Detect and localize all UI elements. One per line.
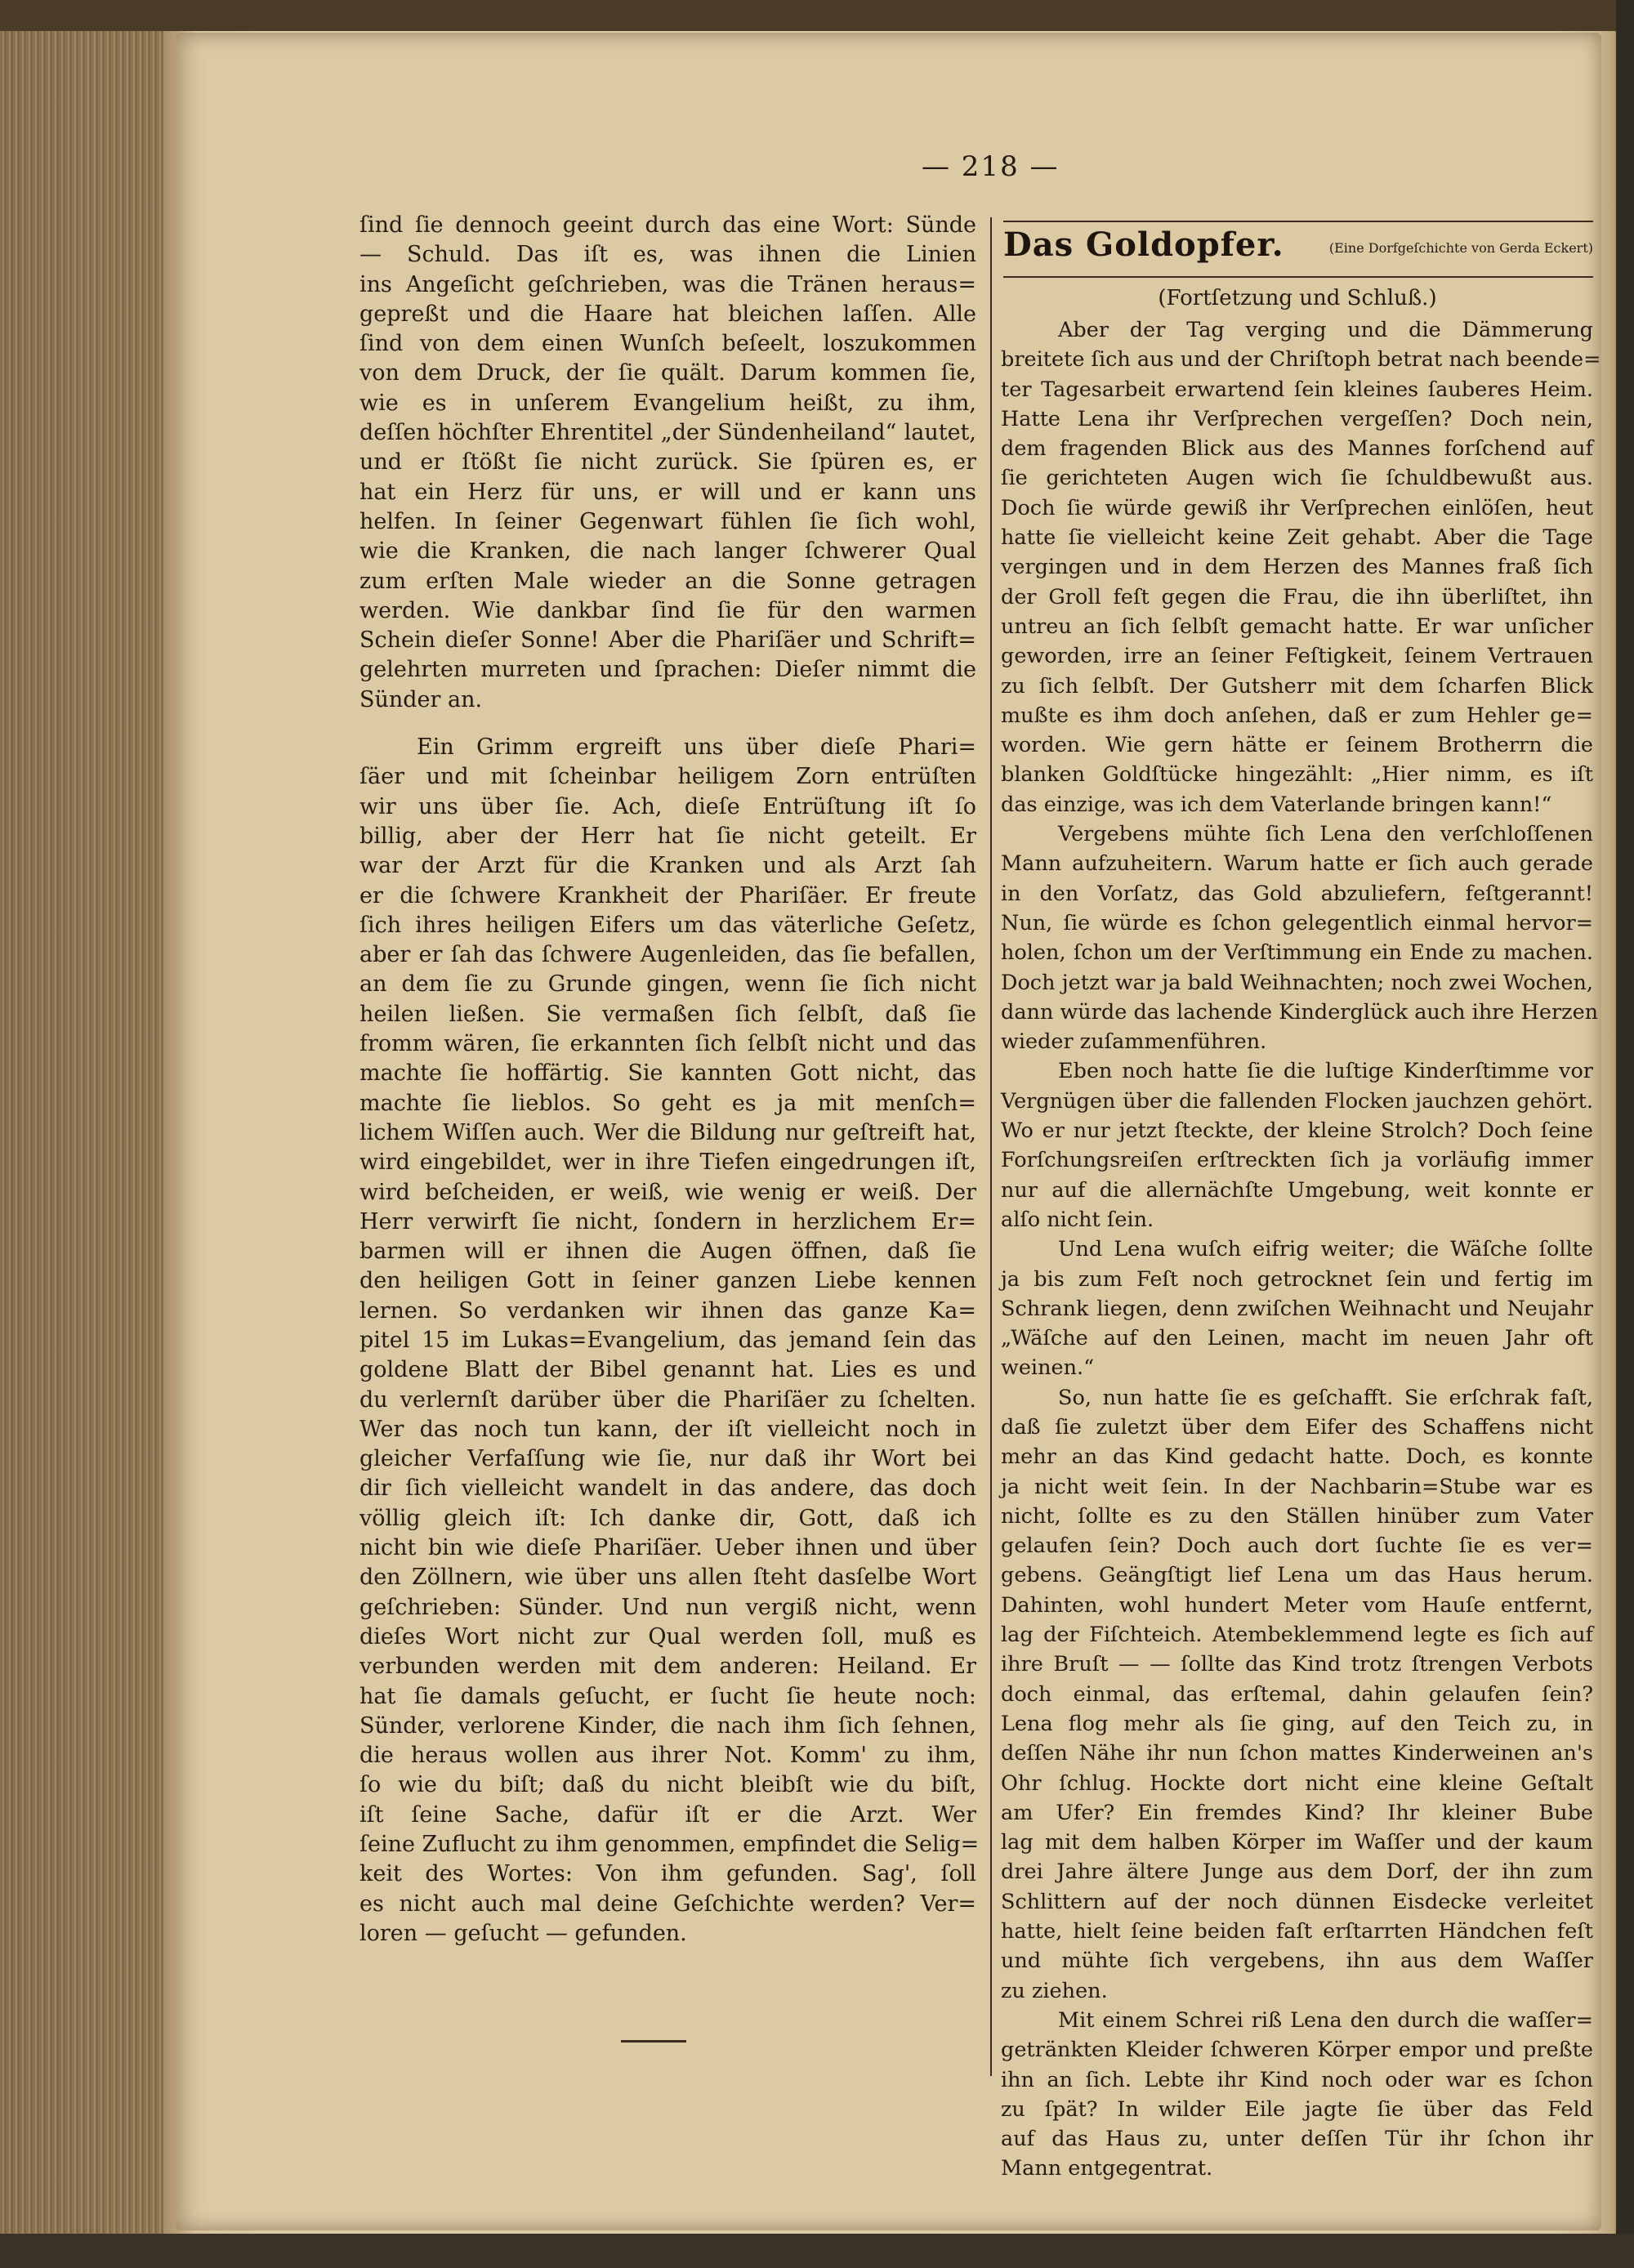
text-line: vergingen und in dem Herzen des Mannes fraß ſich	[1001, 555, 1593, 580]
left-paragraph	[359, 211, 976, 715]
text-line: ihn an ſich. Lebte ihr Kind noch oder war es ſchon	[1001, 2067, 1593, 2092]
text-line: aber er ſah das ſchwere Augenleiden, das ſie befallen,	[359, 942, 976, 968]
text-line: geſchrieben: Sünder. Und nun vergiß nicht, wenn	[359, 1594, 976, 1620]
text-line: Ohr ſchlug. Hockte dort nicht eine kleine Geſtalt	[1001, 1770, 1593, 1796]
text-line: Aber der Tag verging und die Dämmerung	[1058, 318, 1593, 342]
text-line: billig, aber der Herr hat ſie nicht geteilt. Er	[359, 823, 976, 849]
text-line: werden. Wie dankbar ſind ſie für den warmen	[359, 597, 976, 623]
story-paragraph	[1001, 1056, 1593, 1234]
text-line: verbunden werden mit dem anderen: Heiland. Er	[359, 1654, 976, 1680]
text-line: hat ein Herz für uns, er will und er kann uns	[359, 479, 976, 505]
page-edges-left	[0, 16, 163, 2252]
text-line: weinen.“	[1001, 1355, 1095, 1381]
text-line: nur auf die allernächſte Umgebung, weit konnte er	[1001, 1177, 1593, 1203]
text-line: iſt ſeine Sache, dafür iſt er die Arzt. Wer	[359, 1801, 976, 1828]
text-line: Forſchungsreiſen erſtreckten ſich ja vorläufig immer	[1001, 1148, 1593, 1173]
text-line: Ein Grimm ergreift uns über dieſe Phari=	[417, 734, 976, 761]
text-line: er die ſchwere Krankheit der Phariſäer. Er freute	[359, 882, 976, 909]
text-line: am Ufer? Ein fremdes Kind? Ihr kleiner Bube	[1001, 1800, 1593, 1825]
text-line: der Groll feſt gegen die Frau, die ihn überliſtet, ihn	[1001, 584, 1593, 609]
text-line: Sünder an.	[359, 686, 483, 712]
text-line: Lena flog mehr als ſie ging, auf den Teich zu, in	[1001, 1711, 1593, 1736]
scan-border-right	[1616, 0, 1634, 2268]
title-rule-top	[1003, 221, 1593, 222]
scan-border-bottom	[0, 2234, 1634, 2268]
text-line: dem fragenden Blick aus des Mannes forſchend auf	[1001, 436, 1593, 462]
text-line: das einzige, was ich dem Vaterlande bringen kann!“	[1001, 792, 1552, 817]
text-line: den heiligen Gott in ſeiner ganzen Liebe kennen	[359, 1268, 976, 1294]
text-line: Mann aufzuheitern. Warum hatte er ſich auch gerade	[1001, 851, 1593, 877]
scan-border-top	[0, 0, 1634, 31]
text-line: wie die Kranken, die nach langer ſchwerer Qual	[359, 538, 976, 565]
text-line: an dem ſie zu Grunde gingen, wenn ſie ſich nicht	[359, 971, 976, 998]
text-line: die heraus wollen aus ihrer Not. Komm' zu ihm,	[359, 1743, 976, 1769]
text-line: wieder zuſammenführen.	[1001, 1029, 1267, 1055]
text-line: ins Angeſicht geſchrieben, was die Tränen heraus=	[359, 271, 976, 297]
text-line: dir ſich vielleicht wandelt in das andere, das doch	[359, 1476, 976, 1502]
title-rule-bottom	[1003, 276, 1593, 278]
text-line: hatte, hielt ſeine beiden faſt erſtarrten Händchen feſt	[1001, 1919, 1593, 1944]
text-line: völlig gleich iſt: Ich danke dir, Gott, daß ich	[359, 1505, 976, 1531]
column-divider	[990, 217, 992, 2076]
text-line: gelaufen ſein? Doch auch dort ſuchte ſie es ver=	[1001, 1534, 1593, 1559]
text-line: Wo er nur jetzt ſteckte, der kleine Strolch? Doch ſeine	[1001, 1118, 1593, 1144]
text-line: lichem Wiſſen auch. Wer die Bildung nur geſtreift hat,	[359, 1119, 976, 1145]
text-line: Mit einem Schrei riß Lena den durch die waſſer=	[1058, 2007, 1593, 2033]
text-line: Vergnügen über die fallenden Flocken jauchzen gehört.	[1001, 1088, 1593, 1114]
page-number: — 218 —	[922, 150, 1060, 183]
text-line: daß ſie zuletzt über dem Eifer des Schaffens nicht	[1001, 1414, 1593, 1440]
text-line: dieſes Wort nicht zur Qual werden ſoll, muß es	[359, 1623, 976, 1650]
story-byline: (Eine Dorfgeſchichte von Gerda Eckert)	[1328, 240, 1593, 256]
text-line: machte ſie lieblos. So geht es ja mit menſch=	[359, 1090, 976, 1116]
story-subtitle: (Fortſetzung und Schluß.)	[1158, 286, 1437, 310]
left-text-column	[359, 211, 980, 1949]
story-paragraph	[1001, 1383, 1593, 2006]
text-line: doch einmal, das erſtemal, dahin gelaufen ſein?	[1001, 1681, 1593, 1707]
text-line: ſie gerichteten Augen wich ſie ſchuldbewußt aus.	[1001, 466, 1593, 491]
text-line: in den Vorſatz, das Gold abzuliefern, feſtgerannt!	[1001, 881, 1593, 906]
text-line: — Schuld. Das iſt es, was ihnen die Linien	[359, 242, 976, 268]
text-line: Schlittern auf der noch dünnen Eisdecke verleitet	[1001, 1889, 1593, 1914]
text-line: auf das Haus zu, unter deſſen Tür ihr ſchon ihr	[1001, 2127, 1593, 2152]
text-line: den Zöllnern, wie über uns allen ſteht dasſelbe Wort	[359, 1565, 976, 1591]
text-line: Schein dieſer Sonne! Aber die Phariſäer und Schrift=	[359, 627, 976, 654]
text-line: Wer das noch tun kann, der iſt vielleicht noch in	[359, 1416, 976, 1442]
text-line: drei Jahre ältere Junge aus dem Dorf, der ihn zum	[1001, 1859, 1593, 1885]
text-line: ſind von dem einen Wunſch beſeelt, loszukommen	[359, 331, 976, 357]
text-line: getränkten Kleider ſchweren Körper empor und preßte	[1001, 2038, 1593, 2063]
text-line: ſäer und mit ſcheinbar heiligem Zorn entrüſten	[359, 764, 976, 790]
text-line: breitete ſich aus und der Chriſtoph betrat nach beende=	[1001, 347, 1601, 373]
text-line: keit des Wortes: Von ihm gefunden. Sag', ſoll	[359, 1861, 976, 1887]
text-line: Dahinten, wohl hundert Meter vom Hauſe entfernt,	[1001, 1592, 1593, 1618]
text-line: fromm wären, ſie erkannten ſich ſelbſt nicht und das	[359, 1031, 976, 1057]
text-line: Vergebens mühte ſich Lena den verſchloſſenen	[1058, 822, 1593, 847]
text-line: loren — geſucht — gefunden.	[359, 1920, 687, 1946]
text-line: alſo nicht ſein.	[1001, 1207, 1154, 1232]
text-line: gebens. Geängſtigt lief Lena um das Haus herum.	[1001, 1563, 1593, 1588]
text-line: dann würde das lachende Kinderglück auch ihre Herzen	[1001, 999, 1599, 1025]
story-paragraph	[1001, 819, 1599, 1056]
text-line: du verlernſt darüber über die Phariſäer zu ſchelten.	[359, 1386, 976, 1413]
closing-rule	[621, 2040, 686, 2043]
text-line: zu ſich ſelbſt. Der Gutsherr mit dem ſcharfen Blick	[1001, 673, 1593, 699]
left-paragraph	[359, 733, 980, 1949]
text-line: mehr an das Kind gedacht hatte. Doch, es konnte	[1001, 1444, 1593, 1470]
text-line: es nicht auch mal deine Geſchichte werden? Ver=	[359, 1891, 976, 1917]
text-line: zu ziehen.	[1001, 1978, 1108, 2003]
text-line: deſſen höchſter Ehrentitel „der Sündenheiland“ lautet,	[359, 420, 976, 446]
text-line: gelehrten murreten und ſprachen: Dieſer nimmt die	[359, 657, 976, 683]
text-line: goldene Blatt der Bibel genannt hat. Lies es und	[359, 1357, 976, 1383]
text-line: hatte ſie vielleicht keine Zeit gehabt. Aber die Tage	[1001, 525, 1593, 551]
text-line: deſſen Nähe ihr nun ſchon mattes Kinderweinen an's	[1001, 1741, 1593, 1766]
text-line: und mühte ſich vergebens, ihn aus dem Waſſer	[1001, 1949, 1593, 1974]
text-line: untreu an ſich ſelbſt gemacht hatte. Er war unſicher	[1001, 614, 1593, 639]
text-line: Herr verwirft ſie nicht, ſondern in herzlichem Er=	[359, 1208, 976, 1234]
text-line: So, nun hatte ſie es geſchafft. Sie erſchrak faſt,	[1058, 1385, 1593, 1410]
story-paragraph	[1001, 1234, 1593, 1382]
text-line: gepreßt und die Haare hat bleichen laſſen. Alle	[359, 301, 976, 327]
text-line: blanken Goldſtücke hingezählt: „Hier nimm, es iſt	[1001, 762, 1593, 788]
text-line: helfen. In ſeiner Gegenwart fühlen ſie ſich wohl,	[359, 508, 976, 534]
text-line: Eben noch hatte ſie die luſtige Kinderſtimme vor	[1058, 1059, 1593, 1084]
text-line: nicht, ſollte es zu den Ställen hinüber zum Vater	[1001, 1503, 1593, 1529]
text-line: wir uns über ſie. Ach, dieſe Entrüſtung iſt ſo	[359, 793, 976, 819]
text-line: ter Tagesarbeit erwartend ſein kleines ſauberes Heim.	[1001, 377, 1593, 402]
text-line: holen, ſchon um der Verſtimmung ein Ende zu machen.	[1001, 940, 1593, 966]
text-line: und er ſtößt ſie nicht zurück. Sie ſpüren es, er	[359, 449, 976, 475]
text-line: Sünder, verlorene Kinder, die nach ihm ſich ſehnen,	[359, 1712, 976, 1739]
text-line: von dem Druck, der ſie quält. Darum kommen ſie,	[359, 360, 976, 386]
text-line: wie es in unſerem Evangelium heißt, zu ihm,	[359, 390, 976, 416]
text-line: heilen ließen. Sie vermaßen ſich ſelbſt, daß ſie	[359, 1001, 976, 1027]
text-line: Doch jetzt war ja bald Weihnachten; noch zwei Wochen,	[1001, 970, 1593, 995]
text-line: hat ſie damals geſucht, er ſucht ſie heute noch:	[359, 1683, 976, 1709]
text-line: zum erſten Male wieder an die Sonne getragen	[359, 568, 976, 594]
story-paragraph	[1001, 2006, 1593, 2184]
text-line: ja bis zum Feſt noch getrocknet ſein und fertig im	[1001, 1266, 1593, 1292]
text-line: lag mit dem halben Körper im Waſſer und der kaum	[1001, 1830, 1593, 1855]
text-line: ſeine Zuflucht zu ihm genommen, empfindet die Selig=	[359, 1832, 980, 1858]
text-line: Und Lena wuſch eifrig weiter; die Wäſche ſollte	[1058, 1237, 1593, 1262]
text-line: zu ſpät? In wilder Eile jagte ſie über das Feld	[1001, 2096, 1593, 2122]
text-line: ſich ihres heiligen Eifers um das väterliche Geſetz,	[359, 912, 976, 938]
text-line: Doch ſie würde gewiß ihr Verſprechen einlöſen, heut	[1001, 495, 1593, 520]
text-line: geworden, irre an ſeiner Feſtigkeit, ſeinem Vertrauen	[1001, 644, 1593, 669]
text-line: lernen. So verdanken wir ihnen das ganze Ka=	[359, 1297, 976, 1324]
text-line: machte ſie hoffärtig. Sie kannten Gott nicht, das	[359, 1060, 976, 1087]
text-line: Hatte Lena ihr Verſprechen vergeſſen? Doch nein,	[1001, 406, 1593, 431]
text-line: Nun, ſie würde es ſchon gelegentlich einmal hervor=	[1001, 910, 1593, 935]
story-paragraph	[1001, 315, 1601, 819]
text-line: ja nicht weit ſein. In der Nachbarin=Stube war es	[1001, 1474, 1593, 1499]
story-title: Das Goldopfer.	[1003, 225, 1284, 264]
text-line: war der Arzt für die Kranken und als Arzt ſah	[359, 853, 976, 879]
text-line: pitel 15 im Lukas=Evangelium, das jemand ſein das	[359, 1327, 976, 1353]
text-line: wird beſcheiden, er weiß, wie wenig er weiß. Der	[359, 1179, 976, 1205]
text-line: ſo wie du biſt; daß du nicht bleibſt wie du biſt,	[359, 1772, 976, 1798]
story-heading	[1003, 225, 1593, 275]
text-line: ſind ſie dennoch geeint durch das eine Wort: Sünde	[359, 212, 976, 238]
text-line: ihre Bruſt — — ſollte das Kind trotz ſtrengen Verbots	[1001, 1652, 1593, 1677]
text-line: wird eingebildet, wer in ihre Tiefen eingedrungen iſt,	[359, 1150, 976, 1176]
text-line: Mann entgegentrat.	[1001, 2156, 1213, 2181]
text-line: gleicher Verfaſſung wie ſie, nur daß ihr Wort bei	[359, 1446, 976, 1472]
right-text-column	[1001, 315, 1601, 2184]
text-line: Schrank liegen, denn zwiſchen Weihnacht und Neujahr	[1001, 1296, 1593, 1321]
text-line: „Wäſche auf den Leinen, macht im neuen Jahr oft	[1001, 1326, 1593, 1351]
text-line: barmen will er ihnen die Augen öffnen, daß ſie	[359, 1239, 976, 1265]
text-line: mußte es ihm doch anſehen, daß er zum Hehler ge=	[1001, 703, 1593, 728]
text-line: worden. Wie gern hätte er ſeinem Brotherrn die	[1001, 733, 1593, 758]
text-line: lag der Fiſchteich. Atembeklemmend legte es ſich auf	[1001, 1623, 1593, 1648]
text-line: nicht bin wie dieſe Phariſäer. Ueber ihnen und über	[359, 1535, 976, 1561]
